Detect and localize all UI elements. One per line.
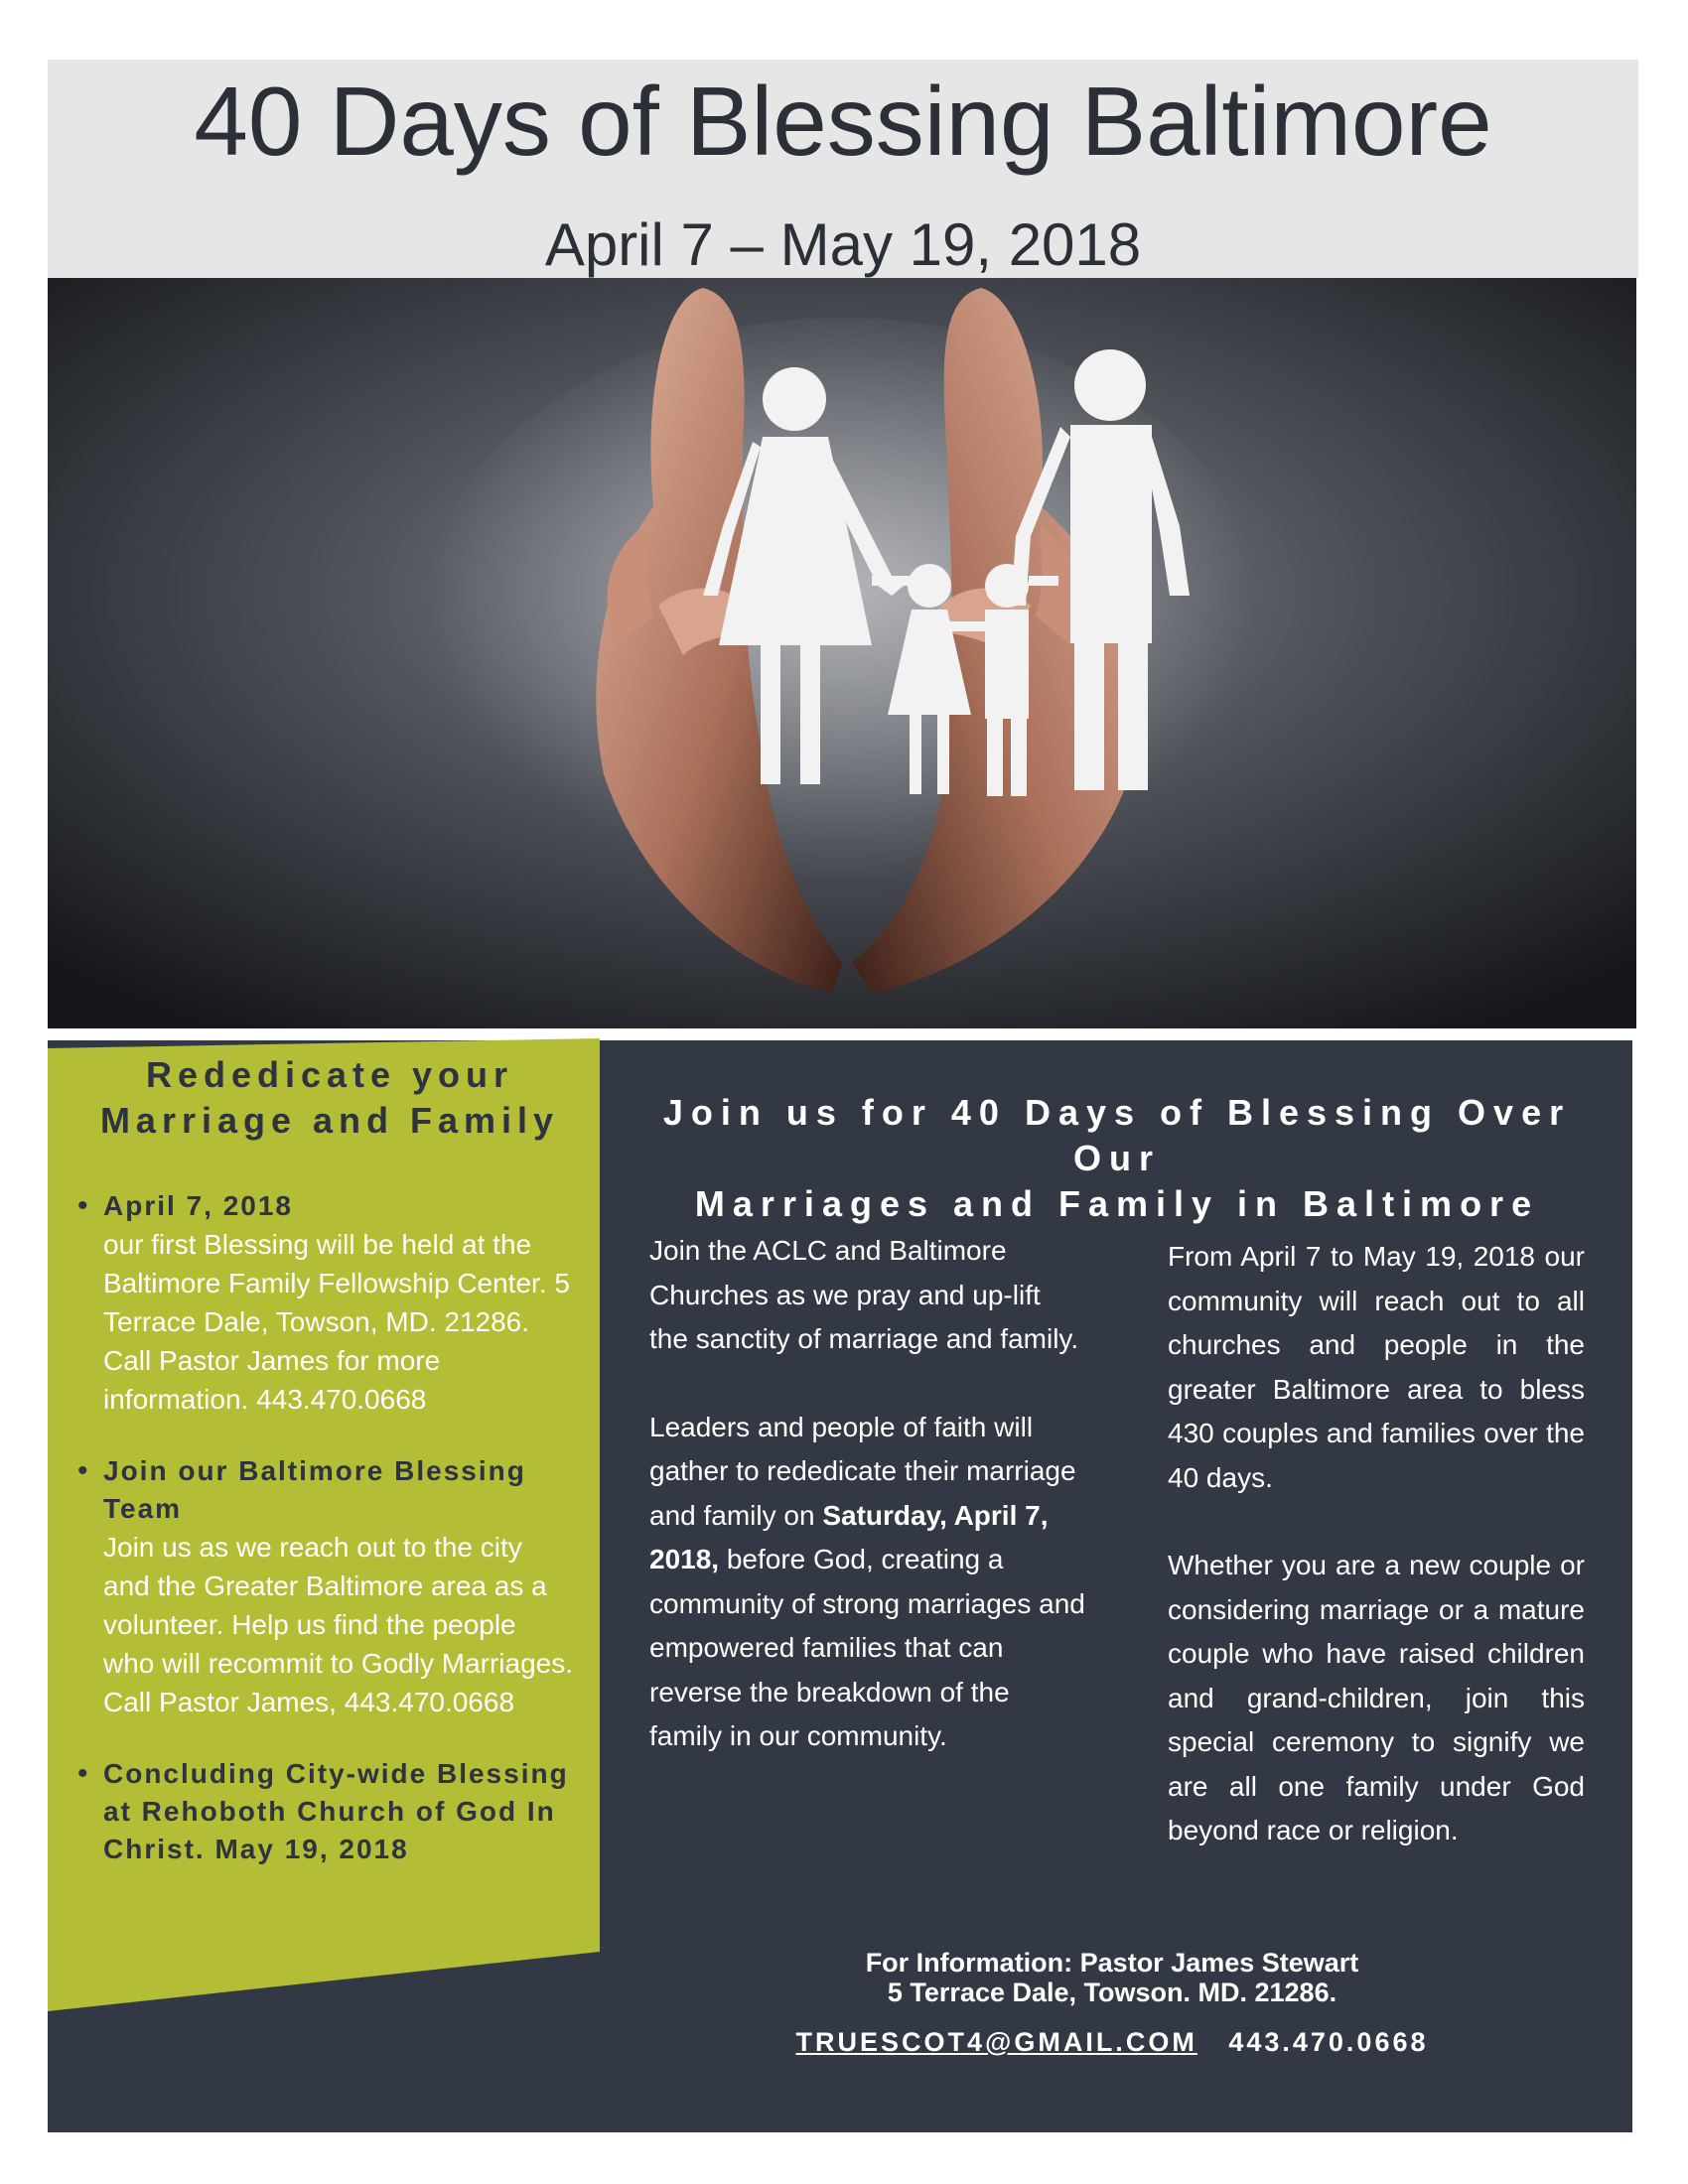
list-item — [77, 1187, 574, 1419]
sidebar-title-line1: Rededicate your — [145, 1054, 514, 1095]
left-paragraph-2-end: before God, creating a community of strong marriages and empowered families that can reverse the breakdown of the family in our community. — [649, 1544, 1085, 1751]
list-item-heading: Concluding City-wide Blessing at Rehoboth Church of God In Christ. May 19, 2018 — [103, 1758, 569, 1864]
list-item — [77, 1755, 574, 1868]
sidebar-list — [77, 1187, 574, 1902]
right-column — [1168, 1235, 1585, 1897]
left-paragraph-1: Join the ACLC and Baltimore Churches as we pray and up-lift the sanctity of marriage and family. — [649, 1235, 1079, 1354]
bullet-icon: • — [77, 1454, 88, 1487]
bullet-icon: • — [77, 1757, 88, 1790]
main-heading — [616, 1090, 1618, 1227]
contact-name: For Information: Pastor James Stewart — [865, 1948, 1359, 1978]
contact-line — [616, 2027, 1609, 2058]
phone-number: 443.470.0668 — [1228, 2027, 1429, 2057]
page-title: 40 Days of Blessing Baltimore — [194, 67, 1492, 176]
list-item-heading: Join our Baltimore Blessing Team — [103, 1455, 526, 1524]
list-item-body: our first Blessing will be held at the Baltimore Family Fellowship Center. 5 Terrace Dale, Towson, MD. 21286. Call Pastor James for more information. 443.470.0668 — [103, 1229, 570, 1415]
left-paragraph-2-start: Leaders and people of faith will gather to rededicate their marriage and family on — [649, 1411, 1076, 1531]
bullet-icon: • — [77, 1189, 88, 1222]
event-date-bold: Saturday, April 7, 2018, — [649, 1499, 1049, 1574]
hands-holding-family-icon — [48, 278, 1636, 1028]
contact-info — [616, 1948, 1609, 2007]
date-range: April 7 – May 19, 2018 — [544, 211, 1142, 278]
right-paragraph-1: From April 7 to May 19, 2018 our community will reach out to all churches and people in the greater Baltimore area to bless 430 couples and families over the 40 days. — [1168, 1241, 1585, 1493]
hero-image — [48, 278, 1636, 1028]
sidebar-title-line2: Marriage and Family — [99, 1100, 560, 1141]
contact-address: 5 Terrace Dale, Towson. MD. 21286. — [887, 1978, 1337, 2007]
main-heading-line2: Marriages and Family in Baltimore — [694, 1183, 1540, 1224]
list-item-body: Join us as we reach out to the city and the Greater Baltimore area as a volunteer. Help us find the people who will recommit to Godly Marriages. Call Pastor James, 443.470.0668 — [103, 1532, 574, 1717]
left-paragraph-2 — [649, 1406, 1086, 1759]
email-link[interactable]: TRUESCOT4@GMAIL.COM — [795, 2027, 1197, 2057]
main-heading-line1: Join us for 40 Days of Blessing Over Our — [662, 1092, 1572, 1178]
list-item — [77, 1452, 574, 1721]
sidebar-title — [71, 1052, 588, 1144]
left-column — [649, 1229, 1086, 1803]
right-paragraph-2: Whether you are a new couple or considering marriage or a mature couple who have raised children and grand-children, join this special ceremony to signify we are all one family under God beyond race or religion. — [1168, 1550, 1585, 1845]
list-item-heading: April 7, 2018 — [103, 1190, 293, 1221]
